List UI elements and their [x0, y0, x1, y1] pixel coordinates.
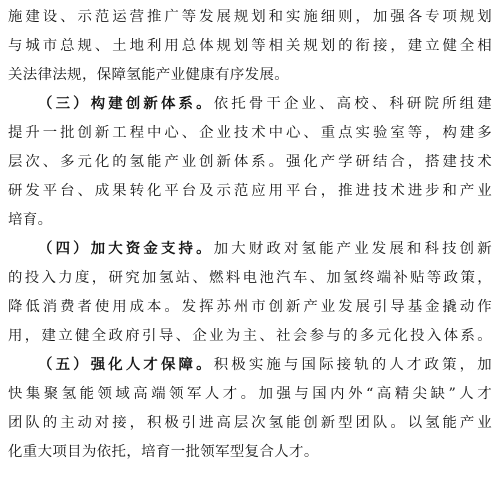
paragraph-line: 快集聚氢能领域高端领军人才。加强与国内外“高精尖缺”人才: [8, 386, 492, 402]
section-5-first-line: [38, 351, 492, 379]
section-heading: （三）构建创新体系。: [38, 95, 214, 112]
paragraph-text: 积极实施与国际接轨的人才政策，加: [213, 357, 492, 373]
paragraph-line: 用，建立健全政府引导、企业为主、社会参与的多元化投入体系。: [8, 328, 492, 344]
paragraph-line: 施建设、示范运营推广等发展规划和实施细则，加强各专项规划: [8, 9, 492, 25]
section-heading: （四）加大资金支持。: [38, 240, 214, 257]
paragraph-line: 关法律法规，保障氢能产业健康有序发展。: [8, 67, 290, 83]
paragraph-line: 培育。: [8, 212, 53, 228]
paragraph-line: 层次、多元化的氢能产业创新体系。强化产学研结合，搭建技术: [8, 154, 492, 170]
section-3-first-line: [38, 90, 492, 118]
paragraph-line: 研发平台、成果转化平台及示范应用平台，推进技术进步和产业: [8, 183, 492, 199]
paragraph-line: 提升一批创新工程中心、企业技术中心、重点实验室等，构建多: [8, 125, 492, 141]
section-heading: （五）强化人才保障。: [38, 356, 214, 373]
paragraph-line: 的投入力度，研究加氢站、燃料电池汽车、加氢终端补贴等政策，: [8, 270, 492, 286]
paragraph-line: 与城市总规、土地利用总体规划等相关规划的衔接，建立健全相: [8, 38, 492, 54]
section-4-first-line: [38, 235, 492, 263]
paragraph-line: 化重大项目为依托，培育一批领军型复合人才。: [8, 444, 319, 460]
paragraph-line: 降低消费者使用成本。发挥苏州市创新产业发展引导基金撬动作: [8, 299, 492, 315]
paragraph-text: 加大财政对氢能产业发展和科技创新: [213, 241, 492, 257]
paragraph-text: 依托骨干企业、高校、科研院所组建: [213, 96, 492, 112]
paragraph-line: 团队的主动对接，积极引进高层次氢能创新型团队。以氢能产业: [8, 415, 492, 431]
